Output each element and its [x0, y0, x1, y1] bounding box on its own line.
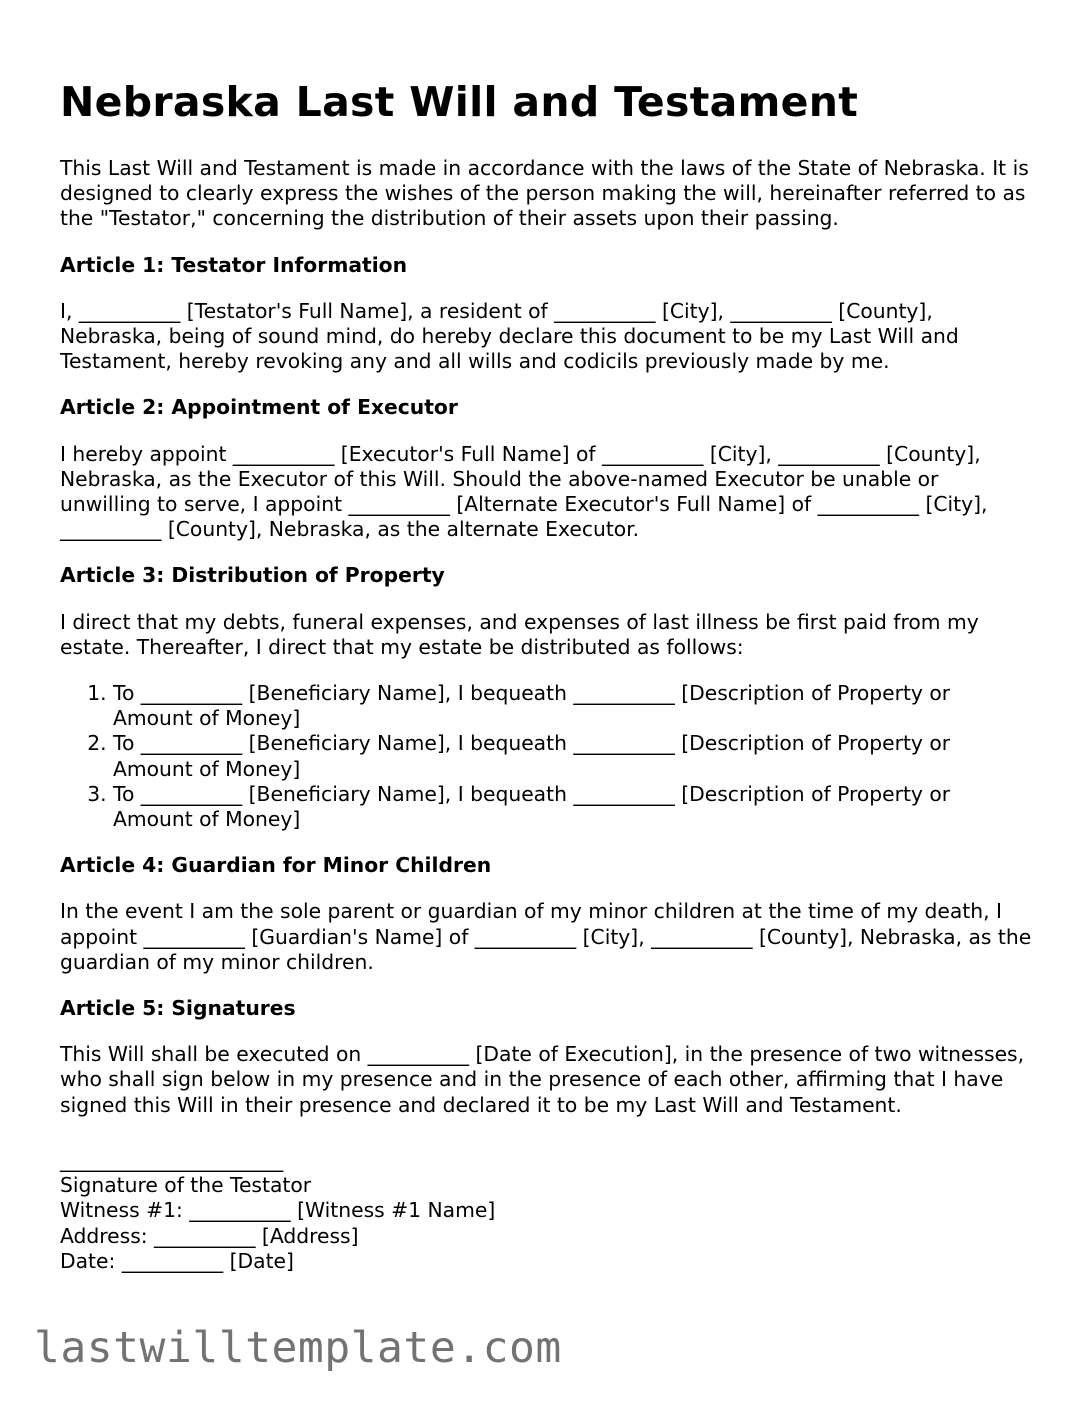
list-item: 1. To __________ [Beneficiary Name], I bequeath __________ [Description of Property or Amount of Money]: [113, 681, 1035, 731]
article-2-heading: Article 2: Appointment of Executor: [60, 395, 458, 420]
document-title: Nebraska Last Will and Testament: [60, 78, 859, 126]
article-4-body: In the event I am the sole parent or guardian of my minor children at the time of my death, I appoint __________ [Guardian's Name] of __________ [City], __________ [County], Nebraska, as the guardian of my minor children.: [60, 899, 1032, 974]
article-3-heading: Article 3: Distribution of Property: [60, 563, 445, 588]
witness-1-name: Witness #1: __________ [Witness #1 Name]: [60, 1198, 496, 1223]
article-1-body: I, __________ [Testator's Full Name], a resident of __________ [City], __________ [County], Nebraska, being of sound mind, do hereby declare this document to be my Last Will and Testament, hereby revoking any and all wills and codicils previously made by me.: [60, 298, 959, 374]
article-4-heading: Article 4: Guardian for Minor Children: [60, 853, 492, 878]
intro-paragraph: This Last Will and Testament is made in accordance with the laws of the State of Nebraska. It is designed to clearly express the wishes of the person making the will, hereinafter referred to as the "Testator," concerning the distribution of their assets upon their passing.: [60, 156, 1029, 231]
list-item: 3. To __________ [Beneficiary Name], I bequeath __________ [Description of Property or Amount of Money]: [113, 782, 1035, 832]
document-page: [60, 78, 1035, 1274]
witness-1-address: Address: __________ [Address]: [60, 1223, 359, 1248]
signature-line: ______________________: [60, 1147, 284, 1172]
article-2-body: I hereby appoint __________ [Executor's Full Name] of __________ [City], __________ [County], Nebraska, as the Executor of this Will. Should the above-named Executor be unable or unwilling to serve, I appoint __________ [Alternate Executor's Full Name] of __________ [City], __________ [County], Nebraska, as the alternate Executor.: [60, 441, 988, 542]
article-3-body: I direct that my debts, funeral expenses, and expenses of last illness be first paid from my estate. Thereafter, I direct that my estate be distributed as follows:: [60, 609, 979, 659]
article-1-heading: Article 1: Testator Information: [60, 252, 408, 277]
signature-label: Signature of the Testator: [60, 1173, 312, 1198]
article-5-heading: Article 5: Signatures: [60, 996, 296, 1021]
watermark-text: lastwilltemplate.com: [34, 1323, 562, 1373]
list-item: 2. To __________ [Beneficiary Name], I bequeath __________ [Description of Property or Amount of Money]: [113, 731, 1035, 781]
bequest-list: [60, 681, 1035, 832]
witness-1-date: Date: __________ [Date]: [60, 1248, 294, 1273]
signature-block: [60, 1148, 1035, 1274]
article-5-body: This Will shall be executed on __________ [Date of Execution], in the presence of two witnesses, who shall sign below in my presence and in the presence of each other, affirming that I have signed this Will in their presence and declared it to be my Last Will and Testament.: [60, 1042, 1025, 1117]
